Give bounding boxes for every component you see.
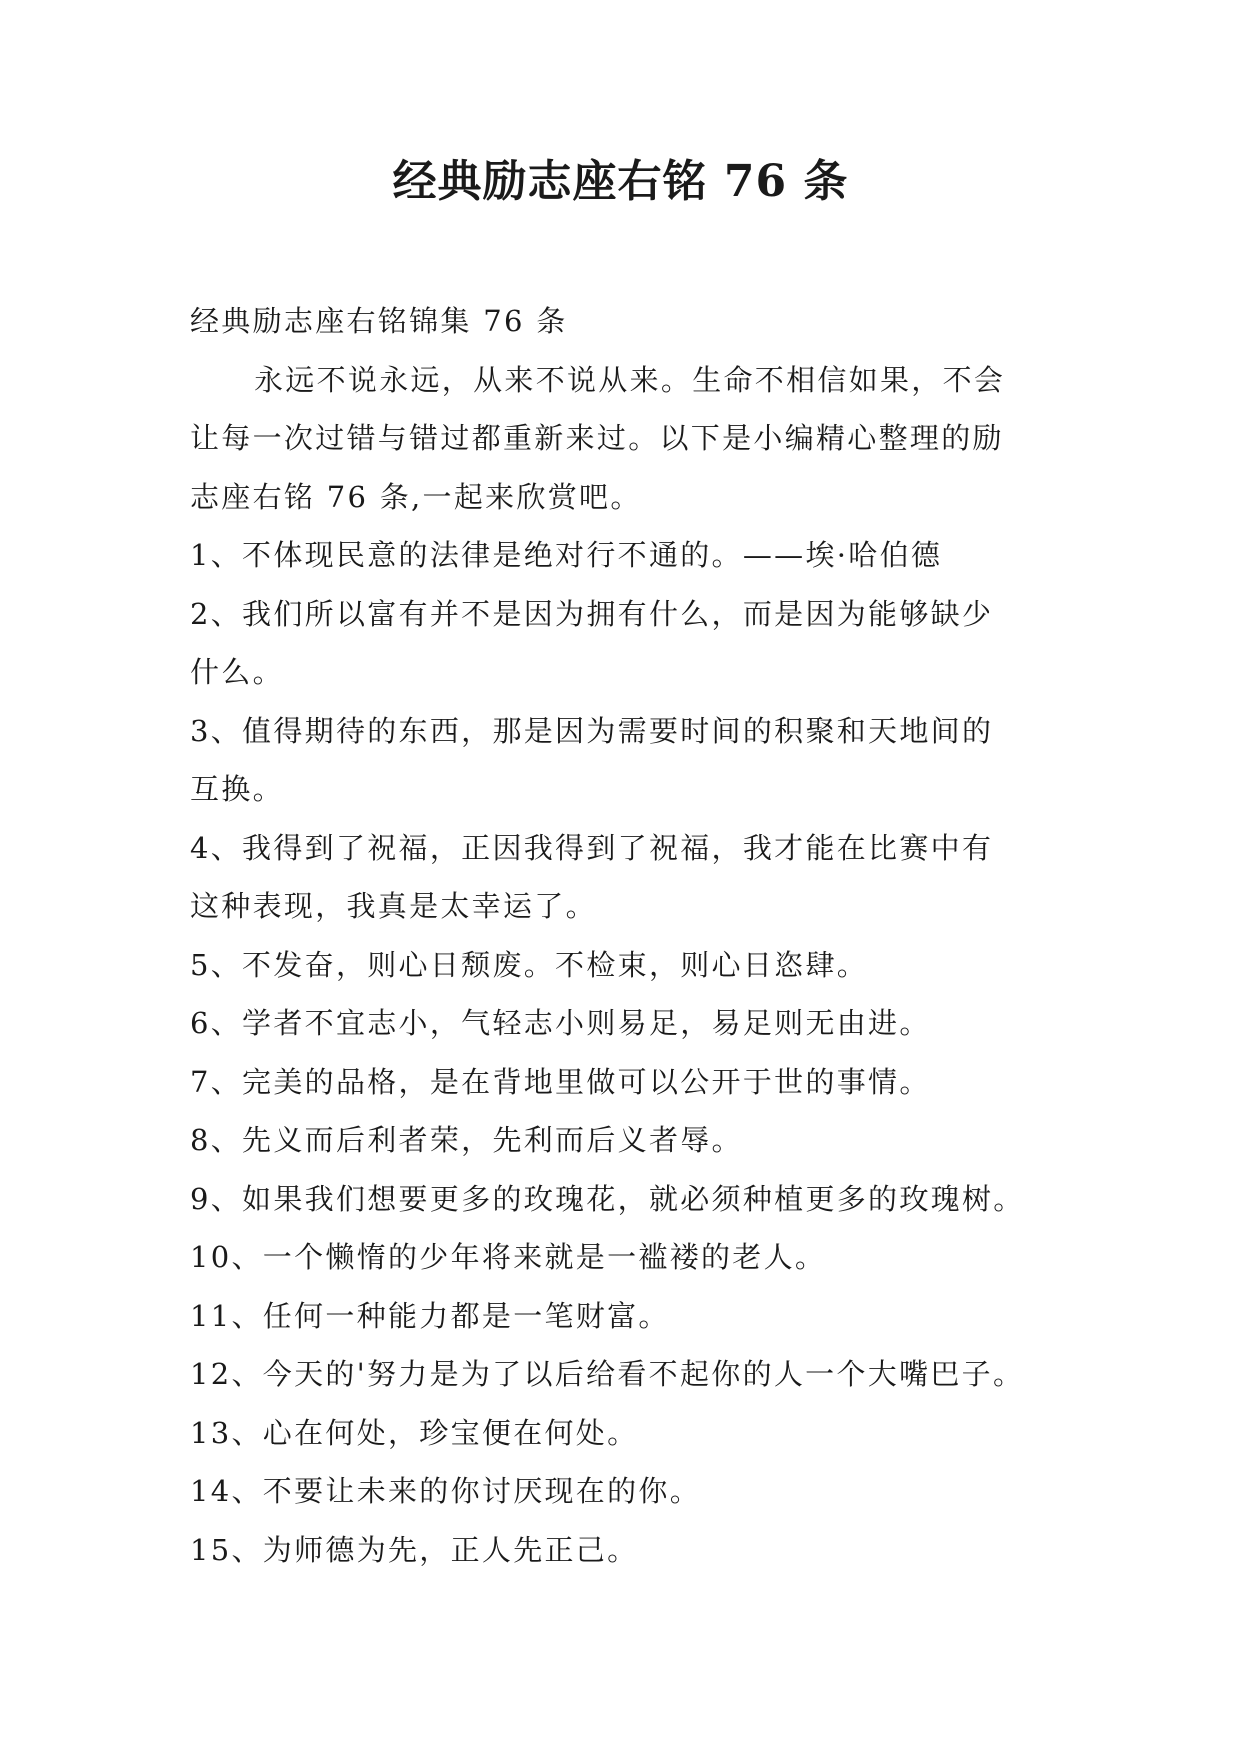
motto-line: 8、先义而后利者荣，先利而后义者辱。 [190, 1123, 743, 1157]
document-body [190, 292, 1090, 1579]
motto-line: 13、心在何处，珍宝便在何处。 [190, 1415, 639, 1450]
motto-line: 10、一个懒惰的少年将来就是一褴褛的老人。 [190, 1240, 827, 1274]
motto-line: 14、不要让未来的你讨厌现在的你。 [190, 1474, 702, 1508]
motto-line: 11、任何一种能力都是一笔财富。 [190, 1298, 670, 1333]
motto-line: 15、为师德为先，正人先正己。 [190, 1532, 639, 1567]
motto-line: 4、我得到了祝福，正因我得到了祝福，我才能在比赛中有 [190, 830, 994, 865]
motto-line: 2、我们所以富有并不是因为拥有什么，而是因为能够缺少 [190, 596, 994, 631]
motto-line: 这种表现，我真是太幸运了。 [190, 889, 597, 923]
motto-line: 互换。 [190, 772, 284, 806]
motto-line: 7、完美的品格，是在背地里做可以公开于世的事情。 [190, 1064, 931, 1099]
intro-line: 永远不说永远，从来不说从来。生命不相信如果，不会 [254, 362, 1006, 397]
document-title: 经典励志座右铭 76 条 [392, 156, 849, 207]
intro-line: 让每一次过错与错过都重新来过。以下是小编精心整理的励 [190, 421, 1004, 455]
intro-line: 志座右铭 76 条,一起来欣赏吧。 [190, 479, 642, 514]
motto-line: 6、学者不宜志小，气轻志小则易足，易足则无由进。 [190, 1006, 931, 1040]
motto-line: 9、如果我们想要更多的玫瑰花，就必须种植更多的玫瑰树。 [190, 1181, 1025, 1216]
motto-line: 1、不体现民意的法律是绝对行不通的。——埃·哈伯德 [190, 538, 943, 572]
motto-line: 3、值得期待的东西，那是因为需要时间的积聚和天地间的 [190, 713, 994, 748]
motto-line: 5、不发奋，则心日颓废。不检束，则心日恣肆。 [190, 947, 869, 982]
motto-line: 12、今天的'努力是为了以后给看不起你的人一个大嘴巴子。 [190, 1357, 1025, 1391]
subtitle-line: 经典励志座右铭锦集 76 条 [190, 304, 568, 338]
motto-line: 什么。 [190, 655, 284, 689]
